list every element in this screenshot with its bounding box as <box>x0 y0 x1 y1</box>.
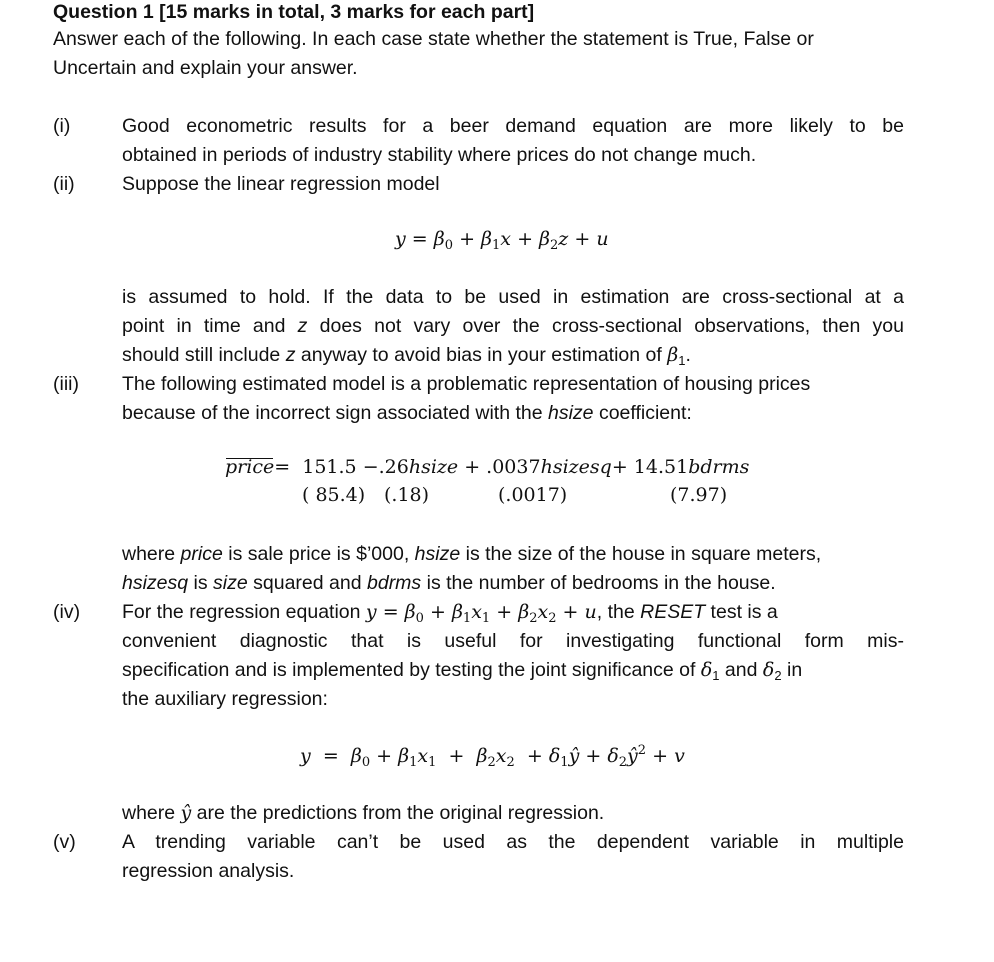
part-v-line-1: A trending variable can’t be used as the dependent variable in multiple <box>122 831 904 853</box>
part-ii-line-3: should still include z anyway to avoid bias in your estimation of $\beta_1$. <box>122 344 691 368</box>
equation-linear-model: $y = \beta_0 + \beta_1x + \beta_2z + u$ <box>395 228 609 253</box>
equation-estimated-price: price= 151.5 −.26hsize + .0037hsizesq+ 14.51bdrms <box>225 456 750 478</box>
part-iii-line-2: because of the incorrect sign associated with the hsize coefficient: <box>122 402 692 424</box>
part-iv-line-1: For the regression equation $y = \beta_0 + \beta_1x_1 + \beta_2x_2 + u$, the RESET test is a <box>122 601 778 626</box>
part-iii-where-1: where price is sale price is $’000, hsize is the size of the house in square meters, <box>122 543 822 565</box>
std-error-hsizesq: (.0017) <box>498 484 568 506</box>
std-error-bdrms: (7.97) <box>670 484 728 506</box>
part-iii-where-2: hsizesq is size squared and bdrms is the number of bedrooms in the house. <box>122 572 776 594</box>
part-iii-line-1: The following estimated model is a problematic representation of housing prices <box>122 373 811 395</box>
part-iv-where: where ŷ are the predictions from the original regression. <box>122 802 605 824</box>
part-label-i: (i) <box>53 115 71 137</box>
std-error-constant: ( 85.4) <box>302 484 366 506</box>
part-ii-line-2: point in time and z does not vary over the cross-sectional observations, then you <box>122 315 904 337</box>
part-v-line-2: regression analysis. <box>122 860 295 882</box>
part-iv-line-2: convenient diagnostic that is useful for investigating functional form mis- <box>122 630 904 652</box>
question-title: Question 1 [15 marks in total, 3 marks for each part] <box>53 1 535 23</box>
part-ii-intro: Suppose the linear regression model <box>122 173 440 195</box>
part-iv-line-3: specification and is implemented by testing the joint significance of $\delta_1$ and $\delta_2$ in <box>122 659 803 683</box>
std-error-hsize: (.18) <box>384 484 430 506</box>
instruction-line-2: Uncertain and explain your answer. <box>53 57 358 79</box>
part-ii-line-1: is assumed to hold. If the data to be used in estimation are cross-sectional at a <box>122 286 904 308</box>
part-label-v: (v) <box>53 831 76 853</box>
equation-reset-auxiliary: $y = \beta_0 + \beta_1x_1 + \beta_2x_2$ + $\delta_1ŷ$ + $\delta_2ŷ^2 + v$ <box>300 743 685 770</box>
part-iv-line-4: the auxiliary regression: <box>122 688 328 710</box>
instruction-line-1: Answer each of the following. In each case state whether the statement is True, False or <box>53 28 814 50</box>
part-i-line-1: Good econometric results for a beer demand equation are more likely to be <box>122 115 904 137</box>
part-label-iv: (iv) <box>53 601 81 623</box>
part-i-line-2: obtained in periods of industry stability where prices do not change much. <box>122 144 757 166</box>
part-label-ii: (ii) <box>53 173 75 195</box>
part-label-iii: (iii) <box>53 373 79 395</box>
